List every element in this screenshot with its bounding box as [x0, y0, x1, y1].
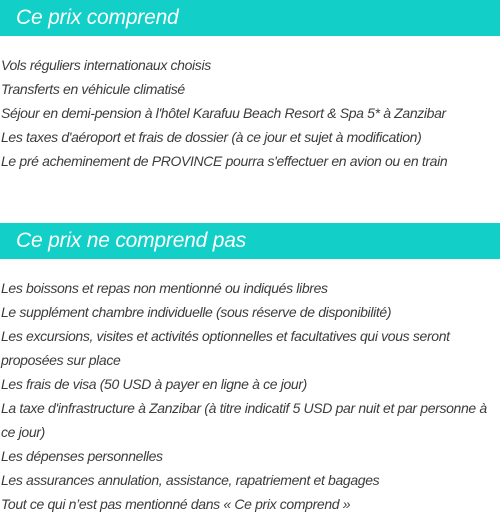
list-item: Transferts en véhicule climatisé — [1, 81, 185, 97]
list-item: Les excursions, visites et activités optionnelles et facultatives qui vous seront proposées sur place — [1, 328, 450, 368]
list-item: Le supplément chambre individuelle (sous réserve de disponibilité) — [1, 304, 392, 320]
price-excludes-section — [0, 223, 500, 516]
list-item: Tout ce qui n’est pas mentionné dans « Ce prix comprend » — [1, 496, 351, 512]
list-item: Séjour en demi-pension à l'hôtel Karafuu Beach Resort & Spa 5* à Zanzibar — [1, 105, 446, 121]
list-item: Le pré acheminement de PROVINCE pourra s'effectuer en avion ou en train — [1, 153, 448, 169]
list-item: Les dépenses personnelles — [1, 448, 163, 464]
list-item: La taxe d'infrastructure à Zanzibar (à titre indicatif 5 USD par nuit et par personne à ce jour) — [1, 400, 487, 440]
list-item: Les boissons et repas non mentionné ou indiqués libres — [1, 280, 328, 296]
list-item: Les assurances annulation, assistance, rapatriement et bagages — [1, 472, 380, 488]
price-includes-list — [0, 53, 500, 173]
price-excludes-list — [0, 276, 500, 516]
list-item: Les taxes d'aéroport et frais de dossier (à ce jour et sujet à modification) — [1, 129, 422, 145]
list-item: Les frais de visa (50 USD à payer en ligne à ce jour) — [1, 376, 307, 392]
price-includes-section — [0, 0, 500, 173]
price-excludes-heading: Ce prix ne comprend pas — [0, 223, 500, 259]
list-item: Vols réguliers internationaux choisis — [1, 57, 211, 73]
price-includes-heading: Ce prix comprend — [0, 0, 500, 36]
